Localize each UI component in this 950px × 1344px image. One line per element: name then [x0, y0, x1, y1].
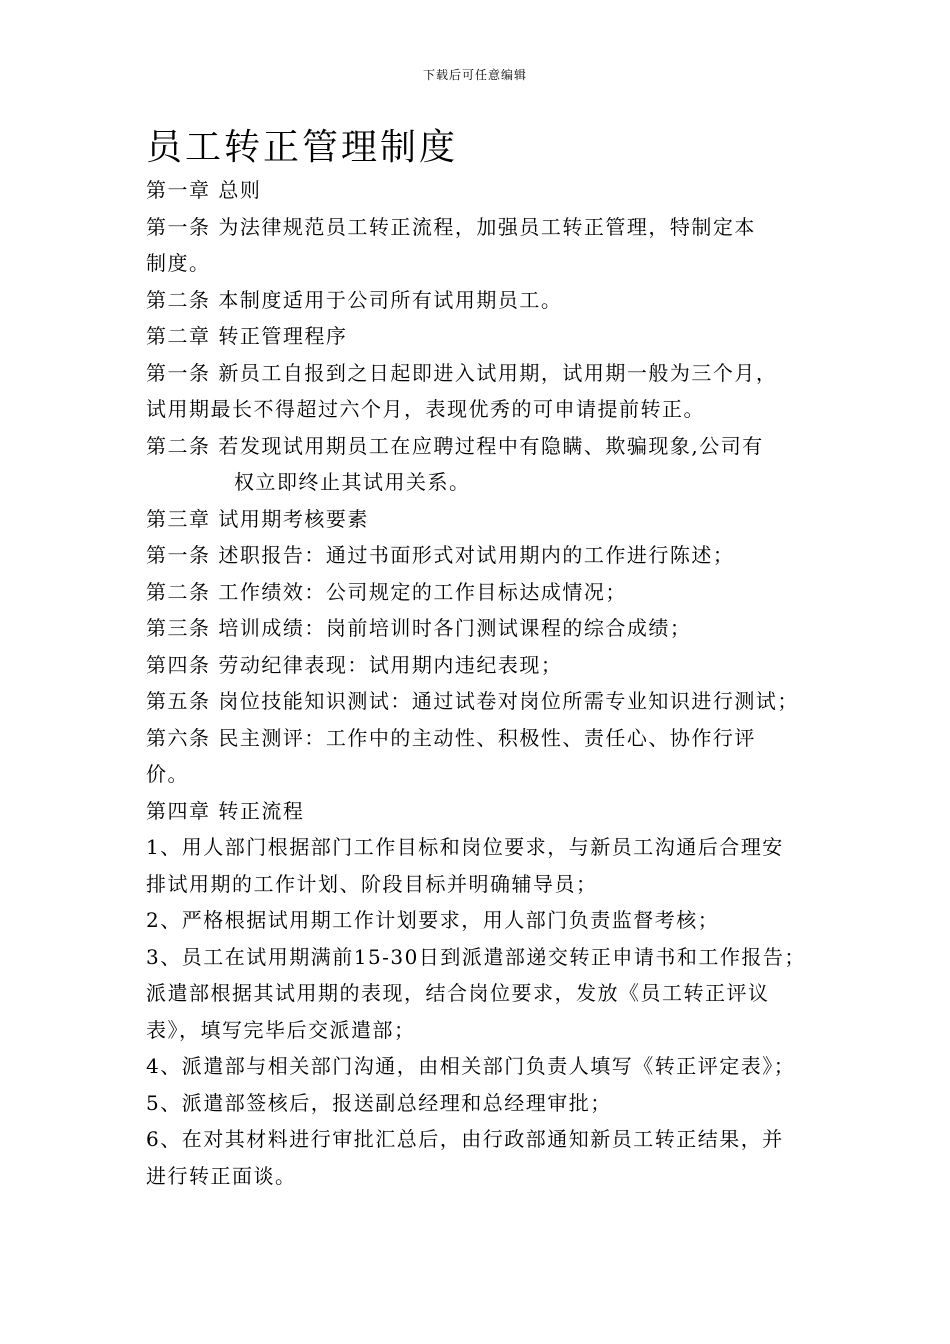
article-line: 第一条 述职报告：通过书面形式对试用期内的工作进行陈述；: [146, 543, 735, 567]
document-body: [146, 172, 826, 1194]
process-line: 派遣部根据其试用期的表现，结合岗位要求，发放《员工转正评议: [146, 981, 770, 1005]
process-line: 1、用人部门根据部门工作目标和岗位要求，与新员工沟通后合理安: [146, 835, 784, 859]
article-line: 第二条 本制度适用于公司所有试用期员工。: [146, 287, 563, 312]
article-line: 第一条 为法律规范员工转正流程，加强员工转正管理，特制定本: [146, 214, 756, 239]
article-line: 第五条 岗位技能知识测试：通过试卷对岗位所需专业知识进行测试；: [146, 689, 799, 713]
article-line: 价。: [146, 762, 189, 786]
document-title: 员工转正管理制度: [146, 127, 459, 168]
chapter-heading: 第一章 总则: [146, 178, 262, 202]
process-line: 表》，填写完毕后交派遣部；: [146, 1017, 416, 1042]
chapter-heading: 第三章 试用期考核要素: [146, 506, 369, 531]
article-line: 第二条 若发现试用期员工在应聘过程中有隐瞒、欺骗现象,公司有: [146, 433, 764, 458]
article-line: 第二条 工作绩效：公司规定的工作目标达成情况；: [146, 579, 627, 604]
article-line: 第六条 民主测评：工作中的主动性、积极性、责任心、协作行评: [146, 725, 756, 750]
header-note: 下载后可任意编辑: [422, 68, 527, 82]
process-line: 4、派遣部与相关部门沟通，由相关部门负责人填写《转正评定表》；: [146, 1054, 796, 1078]
process-line: 3、员工在试用期满前15-30日到派遣部递交转正申请书和工作报告；: [146, 944, 806, 969]
process-line: 5、派遣部签核后，报送副总经理和总经理审批；: [146, 1090, 612, 1115]
chapter-heading: 第二章 转正管理程序: [146, 324, 348, 348]
chapter-heading: 第四章 转正流程: [146, 798, 305, 823]
article-line-indented: 权立即终止其试用关系。: [234, 470, 471, 494]
process-line: 2、严格根据试用期工作计划要求，用人部门负责监督考核；: [146, 908, 720, 932]
process-line: 6、在对其材料进行审批汇总后，由行政部通知新员工转正结果，并: [146, 1127, 784, 1151]
article-line: 第三条 培训成绩：岗前培训时各门测试课程的综合成绩；: [146, 616, 692, 640]
process-line: 排试用期的工作计划、阶段目标并明确辅导员；: [146, 871, 598, 896]
article-line: 第一条 新员工自报到之日起即进入试用期，试用期一般为三个月，: [146, 360, 778, 385]
article-line: 试用期最长不得超过六个月，表现优秀的可申请提前转正。: [146, 397, 705, 421]
process-line: 进行转正面谈。: [146, 1163, 297, 1188]
article-line: 第四条 劳动纪律表现：试用期内违纪表现；: [146, 652, 563, 677]
article-line: 制度。: [146, 251, 211, 275]
